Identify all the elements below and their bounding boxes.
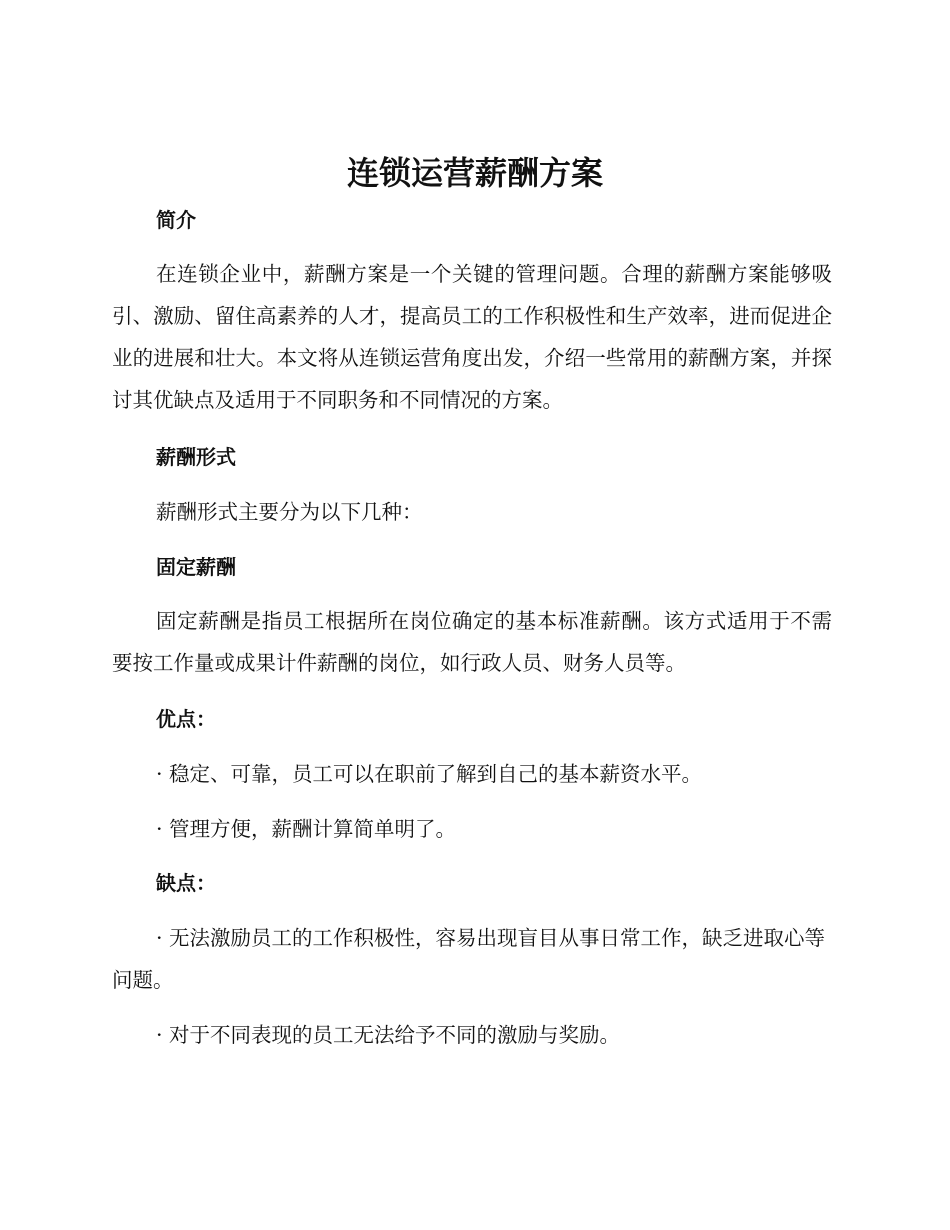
pros-item: · 稳定、可靠，员工可以在职前了解到自己的基本薪资水平。 (156, 762, 703, 786)
cons-heading: 缺点： (156, 871, 216, 895)
cons-item: · 无法激励员工的工作积极性，容易出现盲目从事日常工作，缺乏进取心等问题。 (112, 926, 826, 992)
pros-item: · 管理方便，薪酬计算简单明了。 (156, 817, 457, 841)
cons-item: · 对于不同表现的员工无法给予不同的激励与奖励。 (156, 1023, 621, 1047)
forms-heading: 薪酬形式 (156, 445, 236, 469)
intro-heading: 简介 (156, 208, 196, 232)
document-title: 连锁运营薪酬方案 (346, 154, 603, 192)
pros-heading: 优点： (156, 707, 216, 731)
forms-paragraph: 薪酬形式主要分为以下几种： (156, 500, 423, 524)
fixed-salary-heading: 固定薪酬 (156, 555, 236, 579)
intro-paragraph: 在连锁企业中，薪酬方案是一个关键的管理问题。合理的薪酬方案能够吸引、激励、留住高素养的人才，提高员工的工作积极性和生产效率，进而促进企业的进展和壮大。本文将从连锁运营角度出发，介绍一些常用的薪酬方案，并探讨其优缺点及适用于不同职务和不同情况的方案。 (112, 262, 832, 412)
fixed-salary-paragraph: 固定薪酬是指员工根据所在岗位确定的基本标准薪酬。该方式适用于不需要按工作量或成果计件薪酬的岗位，如行政人员、财务人员等。 (112, 609, 832, 675)
